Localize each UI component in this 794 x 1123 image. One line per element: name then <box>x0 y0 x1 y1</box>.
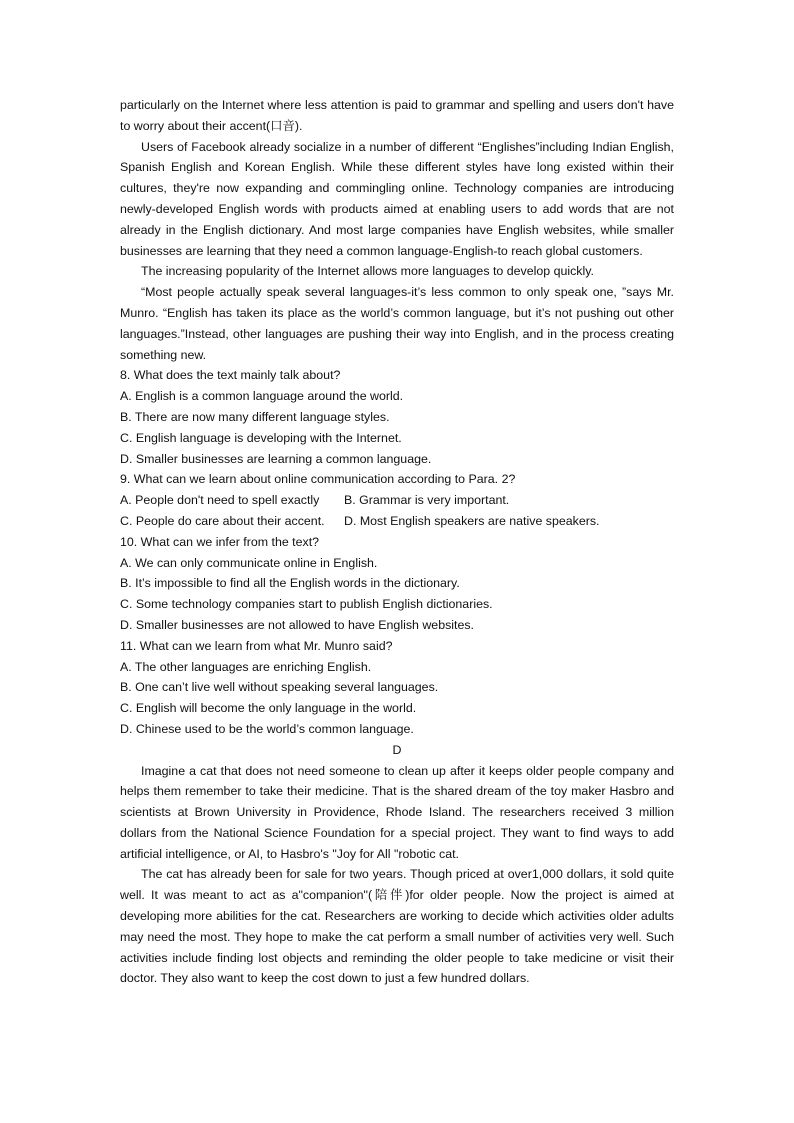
passage-c-paragraph-0: particularly on the Internet where less attention is paid to grammar and spelling and users don't have to worry about their accent(口音). <box>120 98 674 133</box>
question-8 <box>120 365 674 469</box>
option-b: B. One can’t live well without speaking several languages. <box>120 680 439 695</box>
passage-d-paragraph-2: The cat has already been for sale for two years. Though priced at over1,000 dollars, it sold quite well. It was meant to act as a"companion"(陪伴)for older people. Now the project is aimed at developing more abilities for the cat. Researchers are working to decide which activities older adults may need the most. They hope to make the cat perform a small number of activities very well. Such activities include finding lost objects and reminding the older people to take medicine or visit their doctor. They also want to keep the cost down to just a few hundred dollars. <box>120 867 674 986</box>
option-c: C. Some technology companies start to publish English dictionaries. <box>120 597 493 612</box>
option-b: B. There are now many different language styles. <box>120 409 390 424</box>
option-c: C. English will become the only language in the world. <box>120 701 417 716</box>
passage-c-paragraph-3: “Most people actually speak several languages-it’s less common to only speak one, ”says Mr. Munro. “English has taken its place as the world’s common language, but it’s not pushing out other languages.”Instead, other languages are pushing their way into English, and in the process creating something new. <box>120 285 674 362</box>
passage-c-paragraph-2: The increasing popularity of the Internet allows more languages to develop quickly. <box>141 264 594 279</box>
question-10 <box>120 532 674 636</box>
options-row-cd <box>120 511 674 532</box>
question-stem: 11. What can we learn from what Mr. Munro said? <box>120 638 393 653</box>
question-stem: 8. What does the text mainly talk about? <box>120 368 341 383</box>
option-d: D. Smaller businesses are not allowed to have English websites. <box>120 617 475 632</box>
option-d: D. Chinese used to be the world’s common language. <box>120 721 414 736</box>
document-page <box>120 95 674 989</box>
passage-d-paragraph-1: Imagine a cat that does not need someone to clean up after it keeps older people company and helps them remember to take their medicine. That is the shared dream of the toy maker Hasbro and scientists at Brown University in Providence, Rhode Island. The researchers received 3 million dollars from the National Science Foundation for a special project. They want to find ways to add artificial intelligence, or AI, to Hasbro's "Joy for All "robotic cat. <box>120 763 674 861</box>
option-d: D. Most English speakers are native speakers. <box>344 513 600 528</box>
option-d: D. Smaller businesses are learning a common language. <box>120 451 432 466</box>
passage-d-heading: D <box>392 742 402 757</box>
option-b: B. Grammar is very important. <box>344 493 510 508</box>
option-a: A. English is a common language around the world. <box>120 389 404 404</box>
question-stem: 10. What can we infer from the text? <box>120 534 320 549</box>
question-11 <box>120 636 674 740</box>
passage-c-paragraph-1: Users of Facebook already socialize in a number of different “Englishes”including Indian English, Spanish English and Korean English. While these different styles have long existed within their cultures, they're now expanding and commingling online. Technology companies are introducing newly-developed English words with products aimed at enabling users to add words that are not already in the English dictionary. And most large companies have English websites, while smaller businesses are learning that they need a common language-English-to reach global customers. <box>120 139 674 258</box>
option-a: A. People don't need to spell exactly <box>120 493 320 508</box>
option-b: B. It’s impossible to find all the English words in the dictionary. <box>120 576 460 591</box>
option-c: C. English language is developing with the Internet. <box>120 430 402 445</box>
question-9 <box>120 469 674 531</box>
options-row-ab <box>120 490 674 511</box>
option-a: A. We can only communicate online in English. <box>120 555 378 570</box>
option-c: C. People do care about their accent. <box>120 513 325 528</box>
question-stem: 9. What can we learn about online communication according to Para. 2? <box>120 472 516 487</box>
option-a: A. The other languages are enriching English. <box>120 659 372 674</box>
